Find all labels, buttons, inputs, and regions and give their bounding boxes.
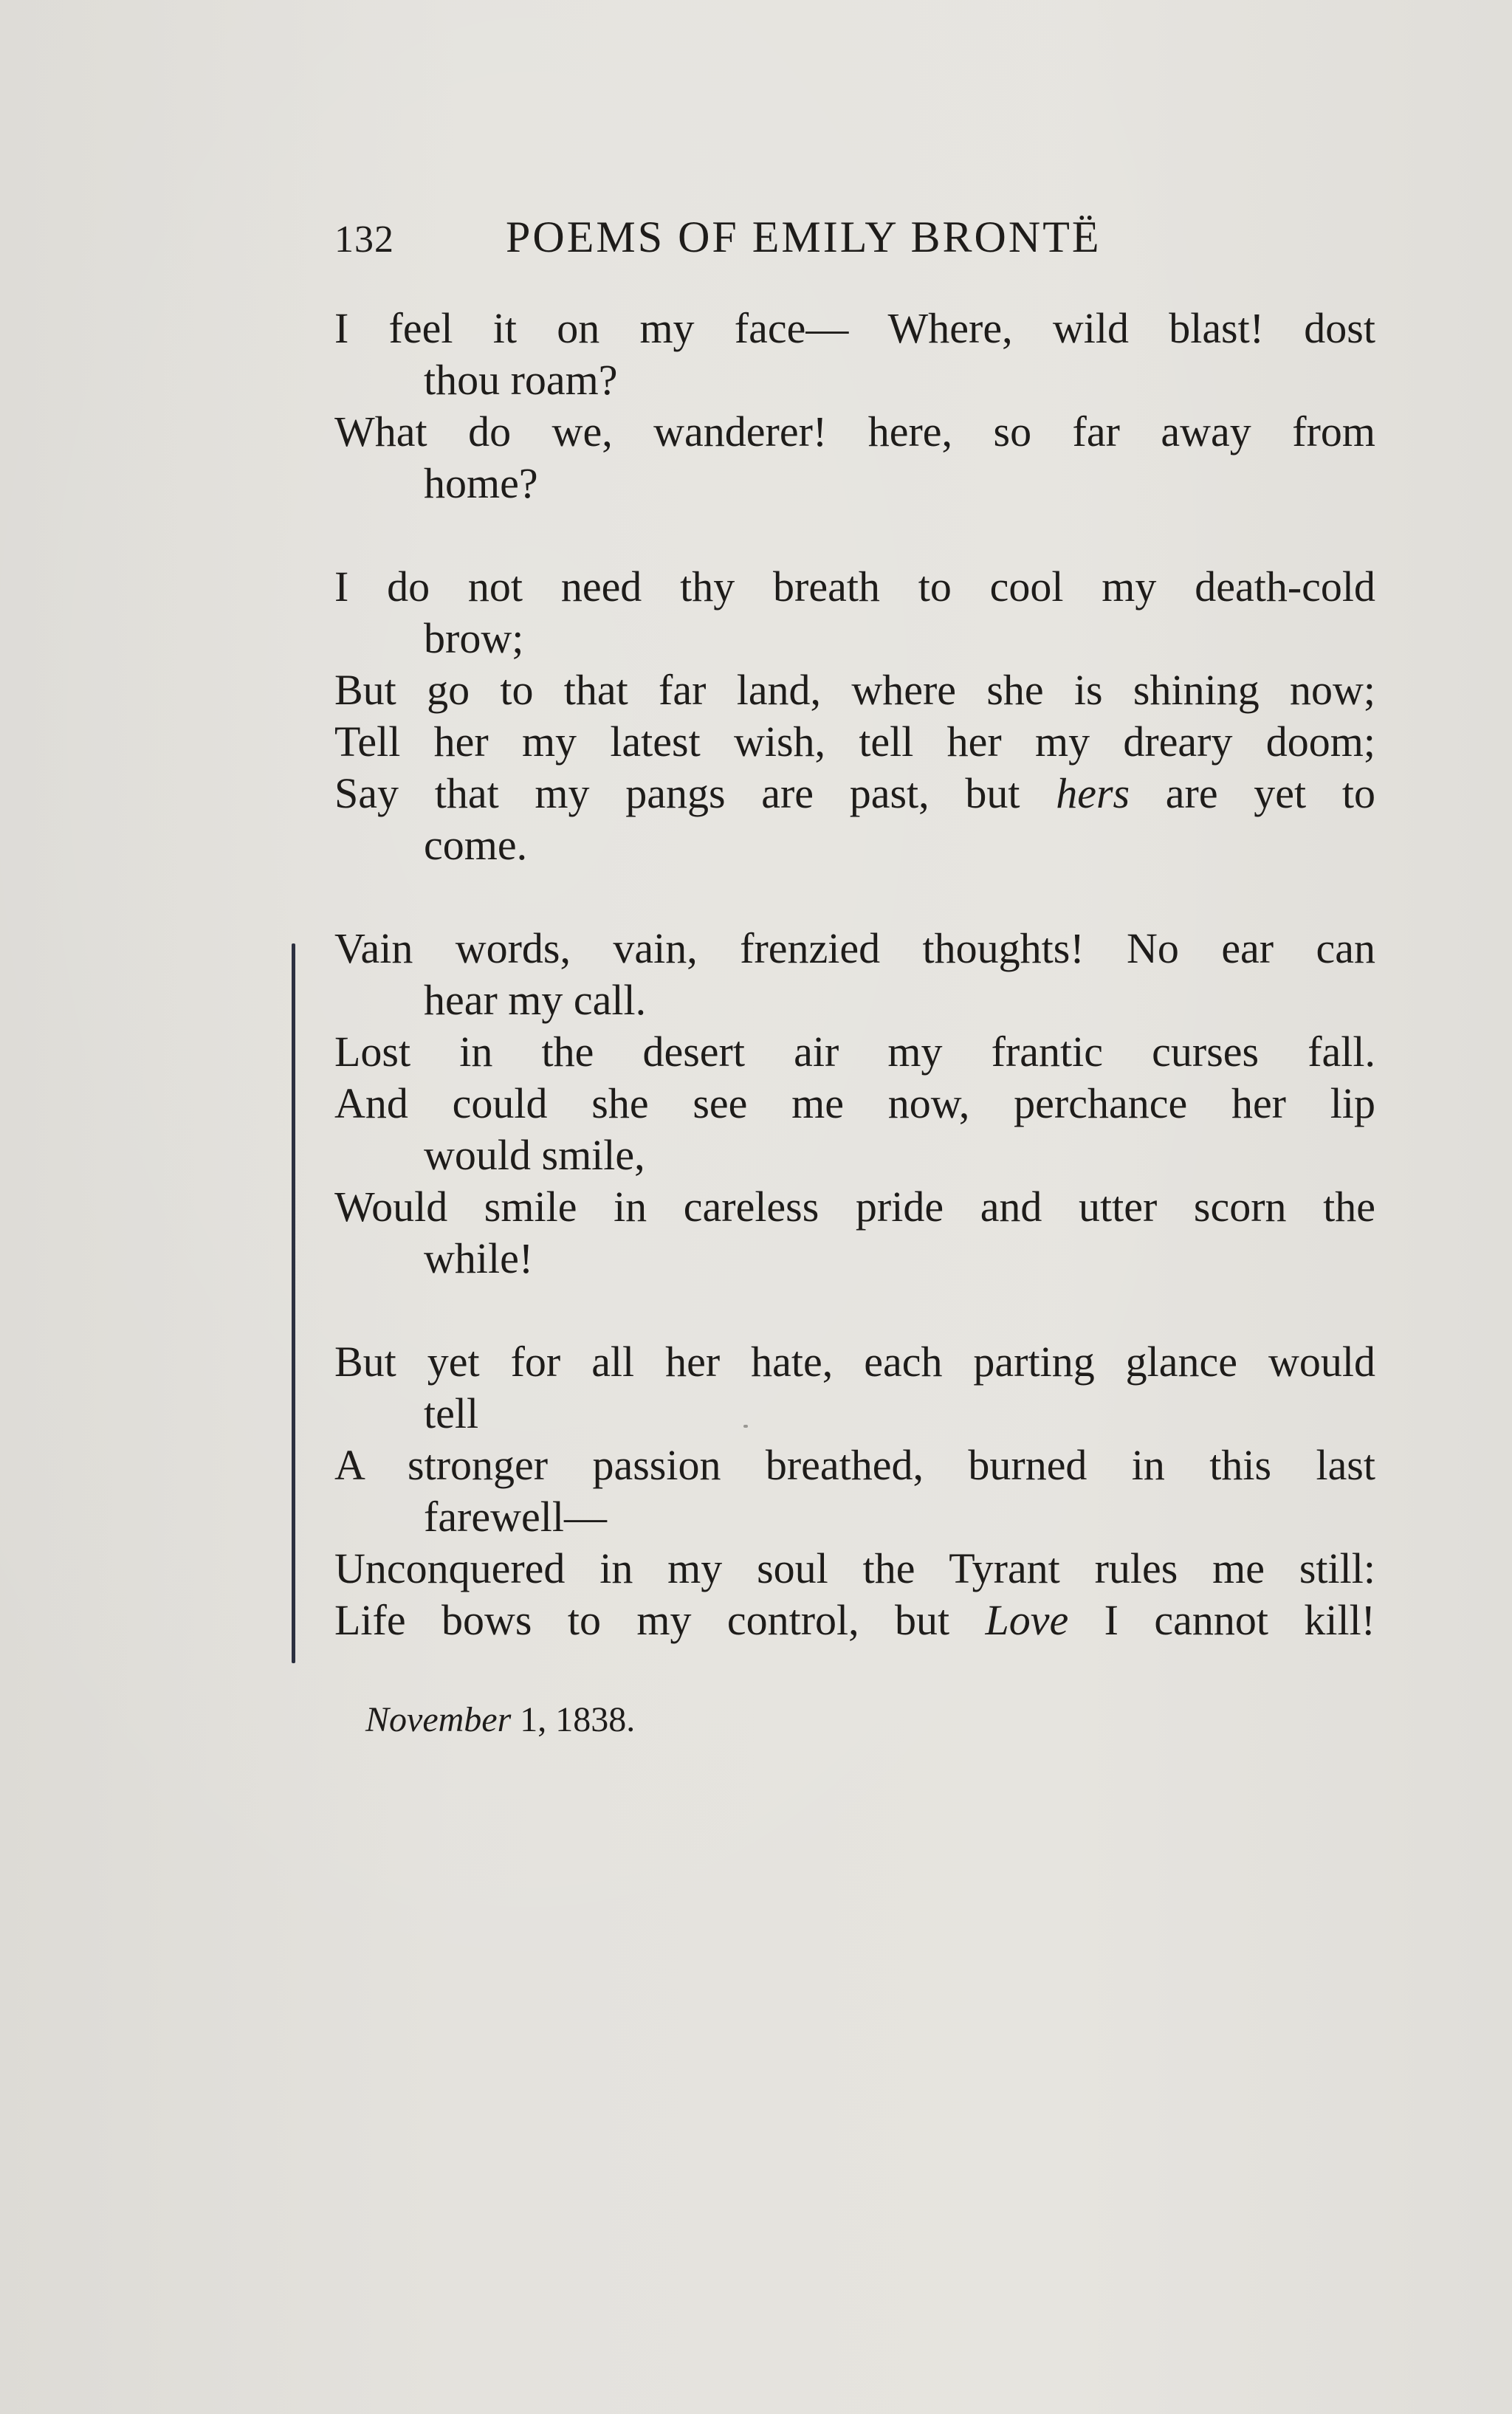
verse-line: What do we, wanderer! here, so far away from — [334, 408, 1375, 455]
verse-line: Would smile in careless pride and utter scorn the — [334, 1183, 1375, 1231]
verse-line: And could she see me now, perchance her lip — [334, 1079, 1375, 1127]
verse-line-turnover: farewell— — [424, 1493, 607, 1541]
italic-word: Love — [985, 1596, 1069, 1644]
verse-text: are yet to — [1130, 769, 1375, 817]
verse-line: Lost in the desert air my frantic curses fall. — [334, 1028, 1375, 1076]
page-header — [334, 212, 1375, 264]
verse-line: I feel it on my face— Where, wild blast! dost — [334, 304, 1375, 352]
verse-line-turnover: would smile, — [424, 1131, 645, 1179]
verse-line — [334, 768, 1375, 819]
verse-line-turnover: while! — [424, 1234, 534, 1282]
verse-line-turnover: tell — [424, 1389, 479, 1437]
verse-line: Unconquered in my soul the Tyrant rules me still: — [334, 1544, 1375, 1592]
verse-line: But go to that far land, where she is shining now; — [334, 666, 1375, 714]
poem-body — [334, 303, 1375, 1698]
verse-text: Life bows to my control, but — [334, 1596, 986, 1644]
stanza-3 — [334, 923, 1375, 1285]
verse-line — [334, 1595, 1375, 1646]
verse-line: But yet for all her hate, each parting glance would — [334, 1338, 1375, 1386]
margin-pencil-mark — [292, 943, 295, 1663]
verse-line-turnover: thou roam? — [424, 356, 618, 404]
running-head: POEMS OF EMILY BRONTË — [506, 213, 1102, 261]
verse-line-turnover: hear my call. — [424, 976, 647, 1024]
paper-speck — [743, 1425, 748, 1428]
stanza-2 — [334, 561, 1375, 871]
verse-line: Vain words, vain, frenzied thoughts! No ear can — [334, 924, 1375, 972]
verse-line: A stronger passion breathed, burned in this last — [334, 1441, 1375, 1489]
dateline — [365, 1699, 635, 1740]
verse-line: Tell her my latest wish, tell her my dreary doom; — [334, 718, 1375, 766]
stanza-4 — [334, 1336, 1375, 1646]
dateline-month: November — [365, 1700, 512, 1739]
verse-text: I cannot kill! — [1068, 1596, 1375, 1644]
verse-line-turnover: brow; — [424, 614, 524, 662]
italic-word: hers — [1056, 769, 1130, 817]
stanza-1 — [334, 303, 1375, 509]
verse-text: Say that my pangs are past, but — [334, 769, 1056, 817]
verse-line-turnover: come. — [424, 821, 528, 869]
verse-line-turnover: home? — [424, 459, 538, 507]
page-number: 132 — [334, 219, 394, 261]
dateline-date: 1, 1838. — [511, 1700, 636, 1739]
verse-line: I do not need thy breath to cool my death-cold — [334, 563, 1375, 611]
